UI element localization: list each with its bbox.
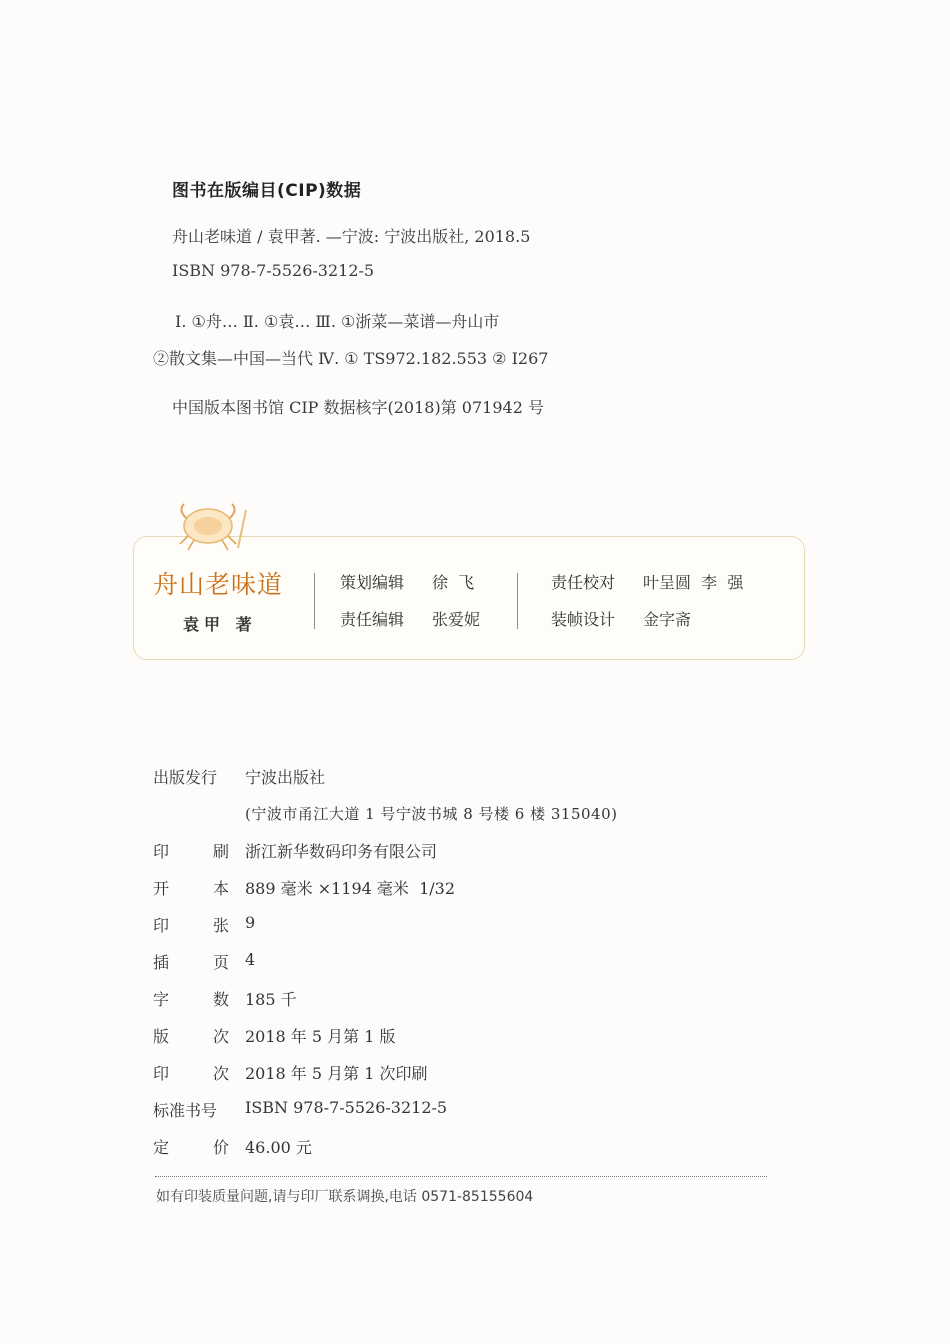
cip-line-3: Ⅰ. ①舟… Ⅱ. ①袁… Ⅲ. ①浙菜—菜谱—舟山市 [175,312,500,331]
pub-label-word-count: 字 数 [153,990,229,1009]
pub-label-edition: 版 次 [153,1027,229,1046]
pub-value-edition: 2018 年 5 月第 1 版 [245,1027,396,1046]
pub-value-word-count: 185 千 [245,990,297,1009]
cip-line-2: ISBN 978-7-5526-3212-5 [172,261,375,280]
pub-label-printing: 印 刷 [153,842,229,861]
divider-1 [314,573,315,629]
pub-value-format: 889 毫米 ×1194 毫米 1/32 [245,879,456,898]
publisher-label: 出版发行 [153,768,218,787]
cip-line-1: 舟山老味道 / 袁甲著. —宁波: 宁波出版社, 2018.5 [172,227,531,246]
footer-divider [155,1176,767,1177]
publisher-address: (宁波市甬江大道 1 号宁波书城 8 号楼 6 楼 315040) [245,805,618,823]
credit-value-designer: 金字斋 [643,610,692,629]
credit-label-planning-editor: 策划编辑 [340,573,405,592]
footer-note: 如有印装质量问题,请与印厂联系调换,电话 0571-85155604 [156,1189,534,1205]
cip-line-4: ②散文集—中国—当代 Ⅳ. ① TS972.182.553 ② I267 [153,349,549,368]
publisher-value: 宁波出版社 [245,768,326,787]
pub-label-price: 定 价 [153,1138,229,1157]
pub-value-printing: 浙江新华数码印务有限公司 [245,842,438,861]
credit-value-responsible-editor: 张爱妮 [432,610,481,629]
credit-label-designer: 装帧设计 [551,610,616,629]
credit-value-proofreader: 叶呈圆 李 强 [643,573,744,592]
pub-value-impression: 2018 年 5 月第 1 次印刷 [245,1064,428,1083]
crab-logo-icon [172,496,252,556]
book-author: 袁甲 著 [183,615,257,634]
cip-line-5: 中国版本图书馆 CIP 数据核字(2018)第 071942 号 [172,398,544,417]
divider-2 [517,573,518,629]
pub-value-sheets: 9 [245,913,256,932]
book-title: 舟山老味道 [153,570,284,599]
cip-title: 图书在版编目(CIP)数据 [172,181,362,201]
pub-value-isbn: ISBN 978-7-5526-3212-5 [245,1098,448,1117]
credit-label-proofreader: 责任校对 [551,573,616,592]
credit-label-responsible-editor: 责任编辑 [340,610,405,629]
pub-label-isbn: 标准书号 [153,1101,218,1120]
credit-value-planning-editor: 徐 飞 [432,573,475,592]
pub-value-price: 46.00 元 [245,1138,312,1157]
pub-label-impression: 印 次 [153,1064,229,1083]
pub-label-sheets: 印 张 [153,916,229,935]
pub-value-inserts: 4 [245,950,256,969]
pub-label-format: 开 本 [153,879,229,898]
pub-label-inserts: 插 页 [153,953,229,972]
